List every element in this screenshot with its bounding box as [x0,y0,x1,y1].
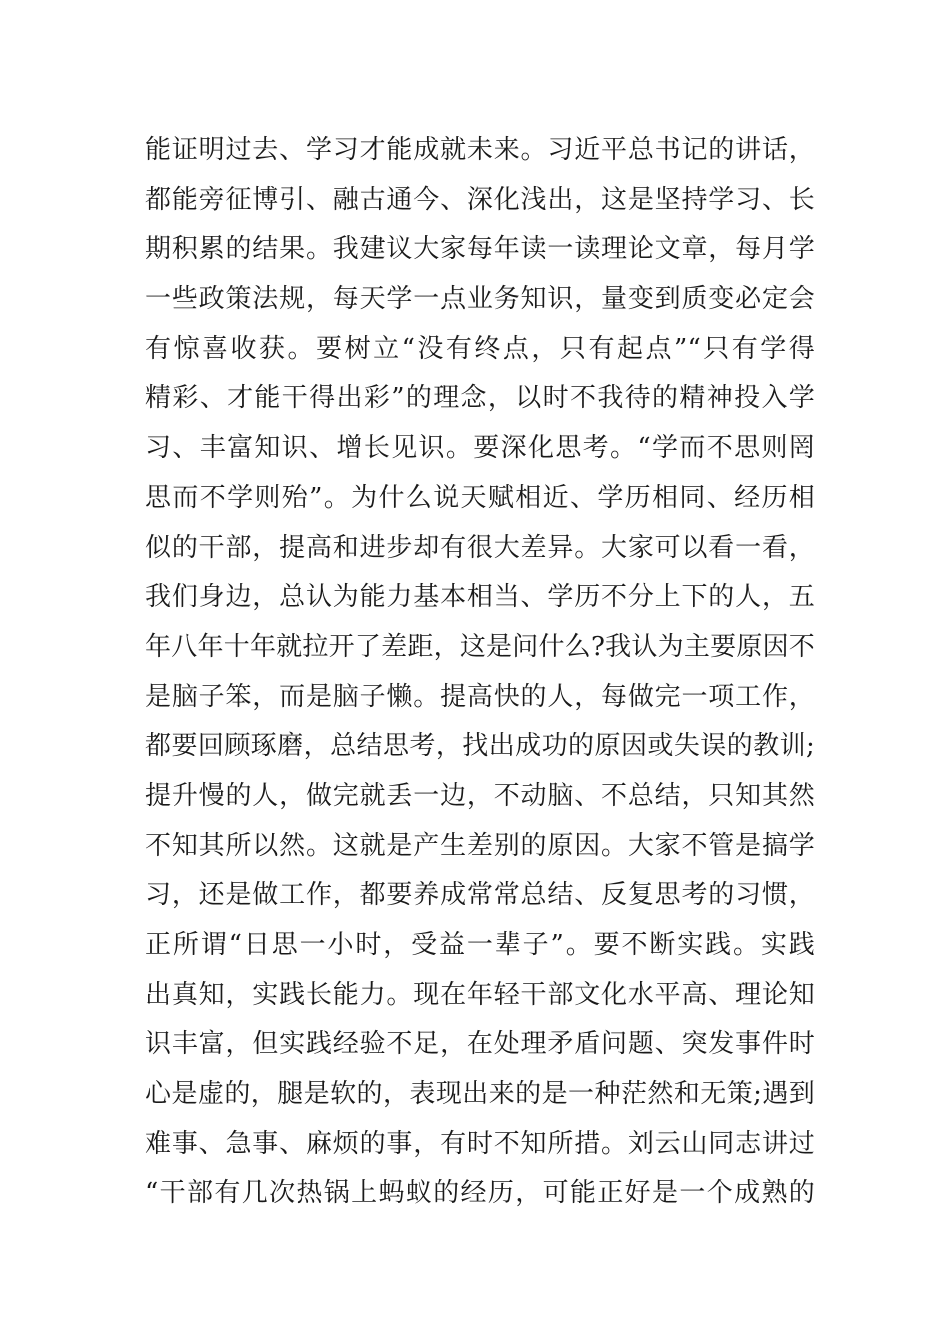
text-line-17: 正所谓“日思一小时，受益一辈子”。要不断实践。实践 [145,930,815,960]
text-line-20: 心是虚的，腿是软的，表现出来的是一种茫然和无策;遇到 [145,1079,815,1110]
text-line-13: 都要回顾琢磨，总结思考，找出成功的原因或失误的教训; [145,731,815,762]
text-line-5: 有惊喜收获。要树立“没有终点，只有起点”“只有学得 [145,333,815,364]
body-text [145,126,815,1219]
text-line-14: 提升慢的人，做完就丢一边，不动脑、不总结，只知其然 [145,780,815,811]
text-line-12: 是脑子笨，而是脑子懒。提高快的人，每做完一项工作， [145,681,815,712]
text-line-10: 我们身边，总认为能力基本相当、学历不分上下的人，五 [145,582,815,613]
text-line-18: 出真知，实践长能力。现在年轻干部文化水平高、理论知 [145,979,815,1010]
text-line-3: 期积累的结果。我建议大家每年读一读理论文章，每月学 [145,234,815,265]
text-line-16: 习，还是做工作，都要养成常常总结、反复思考的习惯， [145,880,815,911]
text-line-19: 识丰富，但实践经验不足，在处理矛盾问题、突发事件时 [145,1029,815,1060]
text-line-4: 一些政策法规，每天学一点业务知识，量变到质变必定会 [145,284,815,315]
text-line-8: 思而不学则殆”。为什么说天赋相近、学历相同、经历相 [145,482,815,513]
text-line-1: 能证明过去、学习才能成就未来。习近平总书记的讲话， [145,135,815,165]
text-line-21: 难事、急事、麻烦的事，有时不知所措。刘云山同志讲过 [145,1128,815,1159]
text-line-7: 习、丰富知识、增长见识。要深化思考。“学而不思则罔 [145,433,815,464]
text-line-6: 精彩、才能干得出彩”的理念，以时不我待的精神投入学 [145,383,815,414]
text-line-22: “干部有几次热锅上蚂蚁的经历，可能正好是一个成熟的 [145,1178,815,1209]
text-line-2: 都能旁征博引、融古通今、深化浅出，这是坚持学习、长 [145,184,815,215]
text-line-15: 不知其所以然。这就是产生差别的原因。大家不管是搞学 [145,830,815,861]
text-line-9: 似的干部，提高和进步却有很大差异。大家可以看一看， [145,532,815,563]
text-line-11: 年八年十年就拉开了差距，这是问什么?我认为主要原因不 [145,631,815,662]
